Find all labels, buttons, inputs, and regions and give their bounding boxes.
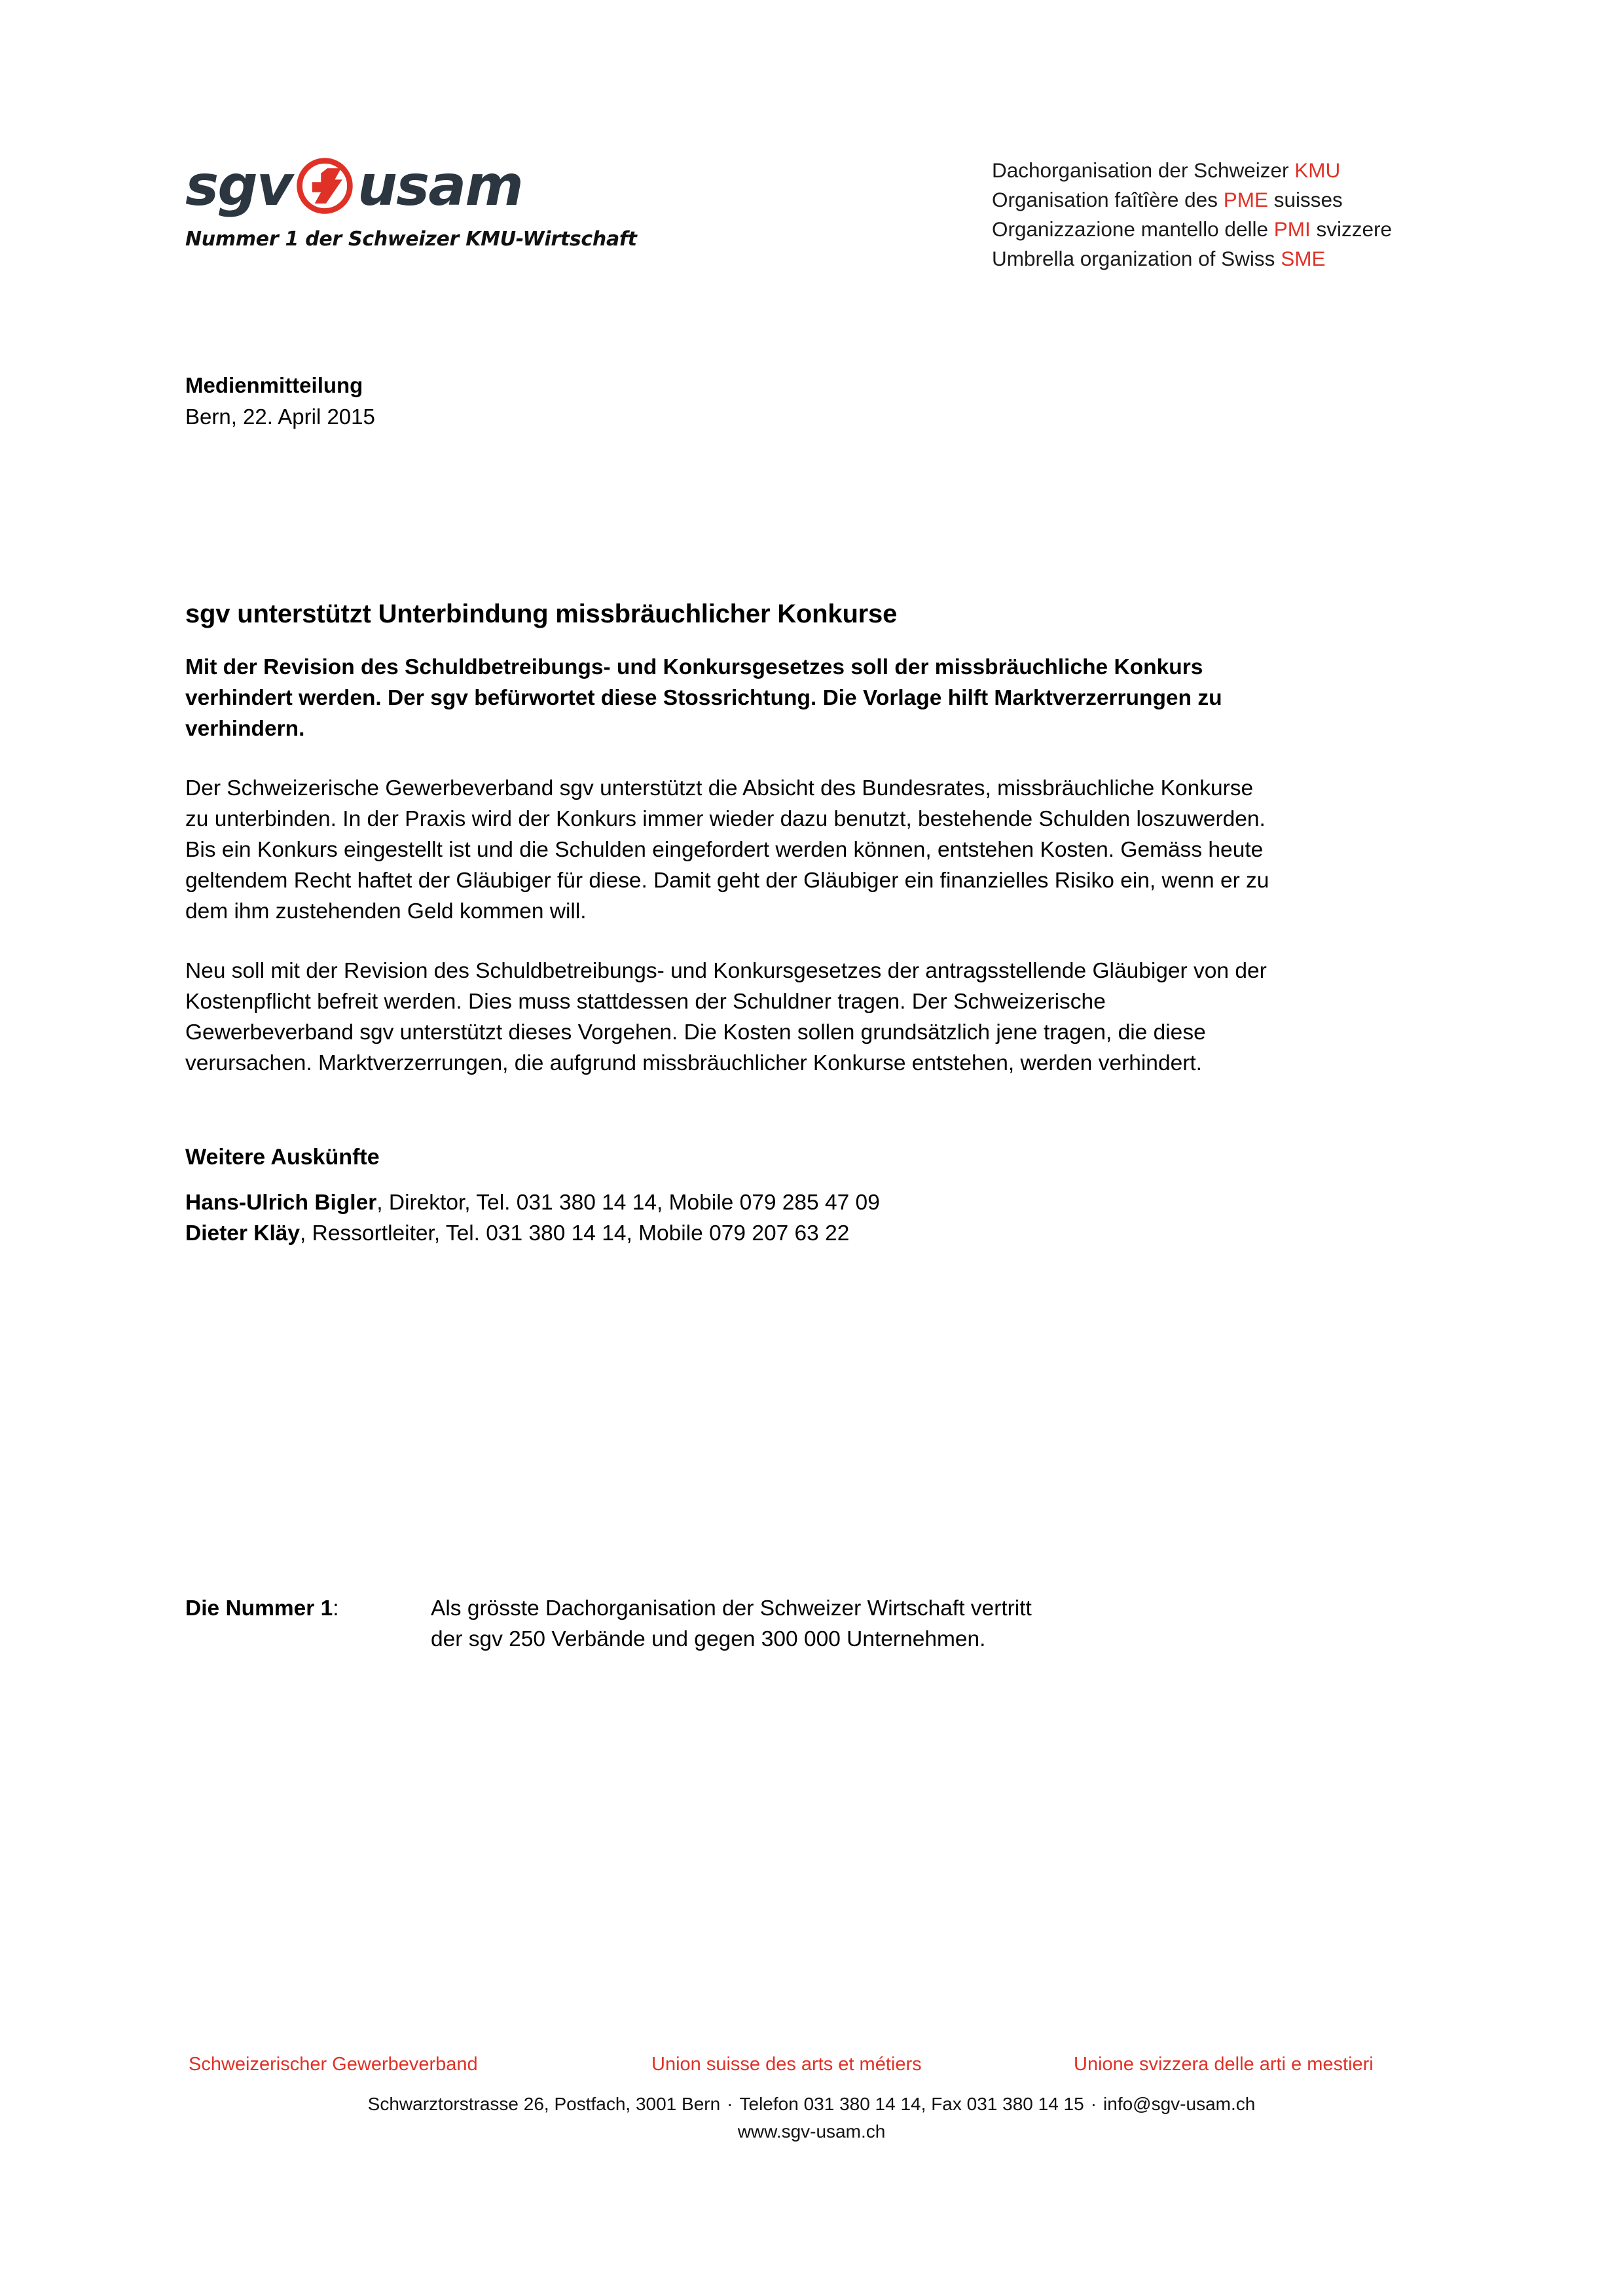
org-acronym-kmu: KMU	[1294, 158, 1341, 182]
contacts-list	[185, 1187, 1273, 1249]
organisation-languages	[992, 156, 1392, 274]
body-paragraph-2: Neu soll mit der Revision des Schuldbetreibungs- und Konkursgesetzes der antragsstellende Gläubiger von der Kostenpflicht befreit werden. Dies muss stattdessen der Schuldner tragen. Der Schweizerische Gewerbeverband sgv unterstützt dieses Vorgehen. Die Kosten sollen grundsätzlich jene tragen, die diese verursachen. Marktverzerrungen, die aufgrund missbräuchlicher Konkurse entstehen, werden verhindert.	[185, 959, 1267, 1075]
page-header	[0, 0, 1623, 281]
logo-wordmark	[185, 151, 552, 221]
main-content	[185, 597, 1273, 1249]
footer-language-names	[0, 2054, 1623, 2085]
contact-row	[185, 1187, 1273, 1218]
footer-name-fr: Union suisse des arts et métiers	[651, 2054, 922, 2075]
nummer-eins-label-colon: :	[333, 1596, 339, 1621]
nummer-eins-label-bold: Die Nummer 1	[185, 1596, 333, 1621]
body-paragraph-1: Der Schweizerische Gewerbeverband sgv unterstützt die Absicht des Bundesrates, missbräuchliche Konkurse zu unterbinden. In der Praxis wird der Konkurs immer wieder dazu benutzt, bestehende Schulden loszuwerden. Bis ein Konkurs eingestellt ist und die Schulden eingefordert werden können, entstehen Kosten. Gemäss heute geltendem Recht haftet der Gläubiger für diese. Damit geht der Gläubiger ein finanzielles Risiko ein, wenn er zu dem ihm zustehenden Geld kommen will.	[185, 776, 1269, 924]
logo-tagline: Nummer 1 der Schweizer KMU-Wirtschaft	[185, 228, 637, 251]
contact-name: Dieter Kläy	[185, 1221, 301, 1246]
document-meta	[185, 370, 375, 433]
footer-website[interactable]: www.sgv-usam.ch	[737, 2121, 886, 2142]
footer-phone: Telefon 031 380 14 14, Fax 031 380 14 15	[739, 2094, 1084, 2114]
nummer-eins-block	[185, 1593, 1298, 1655]
nummer-eins-line-2: der sgv 250 Verbände und gegen 300 000 Unternehmen.	[431, 1627, 986, 1651]
org-acronym-pmi: PMI	[1273, 217, 1311, 241]
footer-contact-line	[0, 2090, 1623, 2118]
org-line-de: Dachorganisation der Schweizer KMU	[992, 158, 1341, 182]
nummer-eins-line-1: Als grösste Dachorganisation der Schweizer Wirtschaft vertritt	[431, 1596, 1032, 1621]
org-acronym-sme: SME	[1281, 247, 1326, 270]
logo-word-sgv: sgv	[185, 153, 292, 219]
page-title: sgv unterstützt Unterbindung missbräuchlicher Konkurse	[185, 600, 898, 628]
org-acronym-pme: PME	[1223, 188, 1268, 211]
sgv-usam-logo	[185, 151, 637, 251]
org-line-fr: Organisation faîtîère des PME suisses	[992, 188, 1343, 211]
footer-name-it: Unione svizzera delle arti e mestieri	[1074, 2054, 1374, 2075]
section-spacer	[185, 1079, 1273, 1141]
document-type: Medienmitteilung	[185, 373, 363, 397]
page-footer	[0, 2054, 1623, 2145]
footer-email[interactable]: info@sgv-usam.ch	[1103, 2094, 1256, 2114]
sgv-circle-emblem-icon	[293, 154, 356, 217]
footer-separator: ·	[1090, 2094, 1097, 2114]
contact-row	[185, 1218, 1273, 1249]
footer-separator: ·	[727, 2094, 733, 2114]
contact-details: , Direktor, Tel. 031 380 14 14, Mobile 079 285 47 09	[376, 1191, 880, 1215]
contact-details: , Ressortleiter, Tel. 031 380 14 14, Mobile 079 207 63 22	[300, 1221, 850, 1246]
footer-name-de: Schweizerischer Gewerbeverband	[189, 2054, 478, 2075]
org-line-it: Organizzazione mantello delle PMI svizzere	[992, 217, 1393, 241]
place-and-date: Bern, 22. April 2015	[185, 404, 375, 429]
contacts-heading: Weitere Auskünfte	[185, 1145, 380, 1170]
logo-word-usam: usam	[357, 153, 522, 219]
nummer-eins-label	[185, 1593, 431, 1655]
footer-address: Schwarztorstrasse 26, Postfach, 3001 Bern	[367, 2094, 721, 2114]
nummer-eins-text	[431, 1593, 1298, 1655]
org-line-en: Umbrella organization of Swiss SME	[992, 247, 1326, 270]
lead-paragraph: Mit der Revision des Schuldbetreibungs- und Konkursgesetzes soll der missbräuchliche Konkurs verhindert werden. Der sgv befürwortet diese Stossrichtung. Die Vorlage hilft Marktverzerrungen zu verhindern.	[185, 655, 1222, 741]
footer-contact-info	[0, 2090, 1623, 2145]
contact-name: Hans-Ulrich Bigler	[185, 1191, 377, 1215]
